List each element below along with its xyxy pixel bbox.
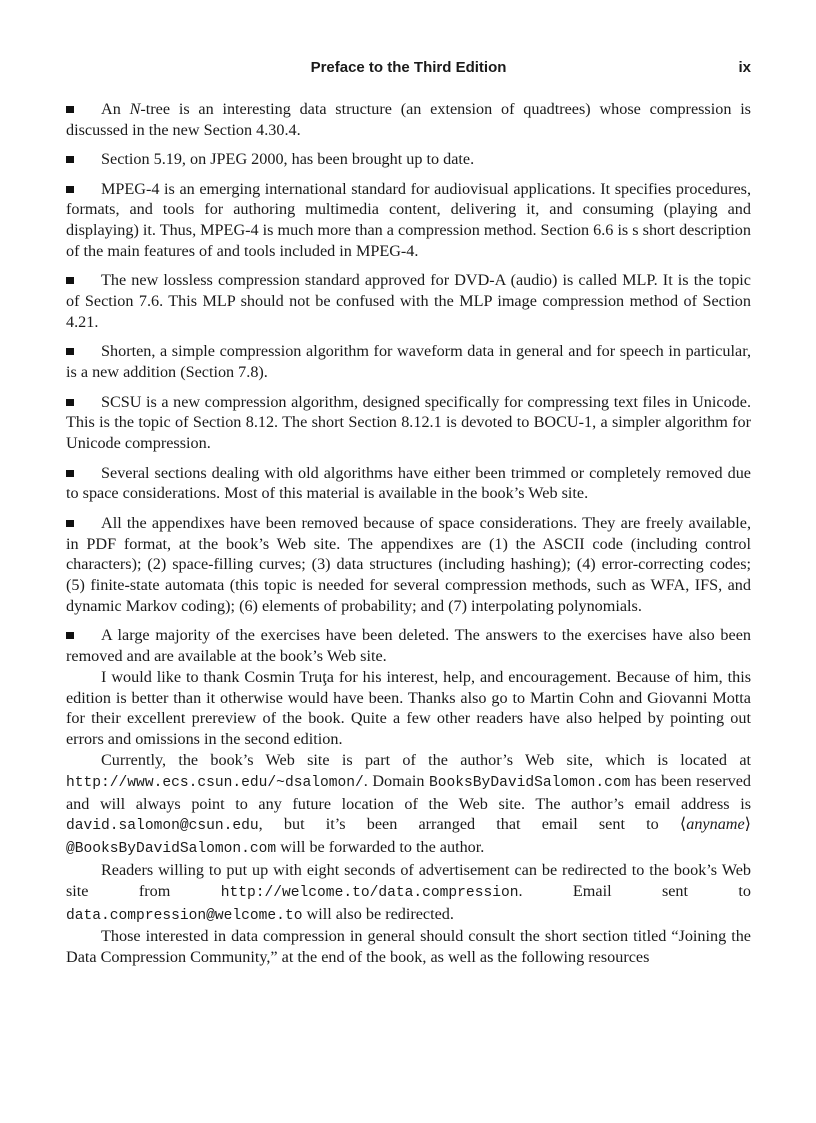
placeholder-anyname: anyname bbox=[686, 815, 745, 834]
text: , but it’s been arranged that email sent to bbox=[258, 815, 680, 834]
text: Currently, the book’s Web site is part of the author’s Web site, which is located at bbox=[101, 751, 751, 770]
paragraph-website bbox=[66, 750, 751, 860]
bullet-text: All the appendixes have been removed because of space considerations. They are freely available, in PDF format, at the book’s Web site. The appendixes are (1) the ASCII code (including control characters); (2) space-filling curves; (3) data structures (including hashing); (4) error-correcting codes; (5) finite-state automata (this topic is needed for several compression methods, such as WFA, IFS, and dynamic Markov coding); (6) elements of probability; and (7) interpolating polynomials. bbox=[66, 513, 751, 615]
bullet-square-icon bbox=[66, 399, 74, 406]
math-symbol: N bbox=[129, 100, 141, 118]
domain-link[interactable]: BooksByDavidSalomon.com bbox=[429, 774, 631, 791]
redirect-url-link[interactable]: http://welcome.to/data.compression bbox=[220, 884, 519, 901]
bullet-text: An bbox=[101, 100, 130, 118]
bullet-square-icon bbox=[66, 520, 74, 527]
body-text bbox=[66, 99, 751, 968]
bullet-text: Shorten, a simple compression algorithm for waveform data in general and for speech in particular, is a new addition (Section 7.8). bbox=[66, 342, 751, 382]
bullet-square-icon bbox=[66, 632, 74, 639]
text: will also be redirected. bbox=[302, 904, 454, 923]
author-email-link[interactable]: david.salomon@csun.edu bbox=[66, 818, 259, 835]
text: . Domain bbox=[363, 771, 430, 790]
redirect-email-link[interactable]: data.compression@welcome.to bbox=[66, 907, 303, 924]
bullet-item-jpeg2000 bbox=[66, 149, 751, 170]
bullet-item-ntree bbox=[66, 99, 751, 141]
text: . Email sent to bbox=[518, 881, 752, 900]
bullet-item-shorten bbox=[66, 341, 751, 383]
bullet-square-icon bbox=[66, 106, 74, 113]
bullet-text: -tree is an interesting data structure (an extension of quadtrees) whose compression is discussed in the new Section 4.30.4. bbox=[66, 100, 751, 139]
bullet-text: Several sections dealing with old algorithms have either been trimmed or completely removed due to space considerations. Most of this material is available in the book’s Web site. bbox=[66, 463, 751, 503]
bullet-item-old-algorithms bbox=[66, 463, 751, 505]
page-number: ix bbox=[738, 59, 751, 76]
bullet-text: Section 5.19, on JPEG 2000, has been brought up to date. bbox=[101, 150, 475, 169]
text: Readers willing to put up with eight seconds of advertisement can be redirected to the book’s Web site from bbox=[66, 861, 751, 900]
bullet-item-appendixes bbox=[66, 513, 751, 617]
bullet-square-icon bbox=[66, 470, 74, 477]
angle-bracket: ⟨ bbox=[679, 815, 687, 834]
running-head bbox=[66, 59, 751, 79]
bullet-text: A large majority of the exercises have been deleted. The answers to the exercises have also been removed and are available at the book’s Web site. bbox=[66, 626, 751, 666]
text: has been reserved and will always point to any future location of the Web site. The author’s email address is bbox=[66, 771, 751, 813]
bullet-square-icon bbox=[66, 277, 74, 284]
bullet-item-mpeg4 bbox=[66, 179, 751, 262]
bullet-square-icon bbox=[66, 186, 74, 193]
text: will be forwarded to the author. bbox=[276, 838, 485, 857]
bullet-text: SCSU is a new compression algorithm, designed specifically for compressing text files in Unicode. This is the topic of Section 8.12. The short Section 8.12.1 is devoted to BOCU-1, a simpler algorithm for Unicode compression. bbox=[66, 392, 751, 453]
paragraph-redirect bbox=[66, 860, 751, 926]
bullet-item-mlp bbox=[66, 270, 751, 332]
website-url-link[interactable]: http://www.ecs.csun.edu/~dsalomon/ bbox=[66, 774, 364, 791]
bullet-text: MPEG-4 is an emerging international standard for audiovisual applications. It specifies procedures, formats, and tools for authoring multimedia content, delivering it, and consuming (playing and displaying) it. Thus, MPEG-4 is much more than a compression method. Section 6.6 is s short description of the main features of and tools included in MPEG-4. bbox=[66, 179, 751, 260]
angle-bracket: ⟩ bbox=[744, 815, 751, 834]
paragraph-acknowledgments: I would like to thank Cosmin Truţa for his interest, help, and encouragement. Because of him, this edition is better than it otherwise would have been. Thanks also go to Martin Cohn and Giovanni Motta for their excellent prereview of the book. Quite a few other readers have also helped by pointing out errors and omissions in the second edition. bbox=[66, 667, 751, 749]
forward-email-address[interactable]: @BooksByDavidSalomon.com bbox=[66, 841, 277, 858]
bullet-text: The new lossless compression standard approved for DVD-A (audio) is called MLP. It is the topic of Section 7.6. This MLP should not be confused with the MLP image compression method of Section 4.21. bbox=[66, 271, 751, 331]
bullet-square-icon bbox=[66, 348, 74, 355]
bullet-square-icon bbox=[66, 156, 74, 163]
bullet-item-exercises bbox=[66, 625, 751, 667]
bullet-item-scsu bbox=[66, 392, 751, 454]
chapter-title: Preface to the Third Edition bbox=[310, 59, 507, 76]
paragraph-resources: Those interested in data compression in general should consult the short section titled “Joining the Data Compression Community,” at the end of the book, as well as the following resources bbox=[66, 927, 751, 967]
